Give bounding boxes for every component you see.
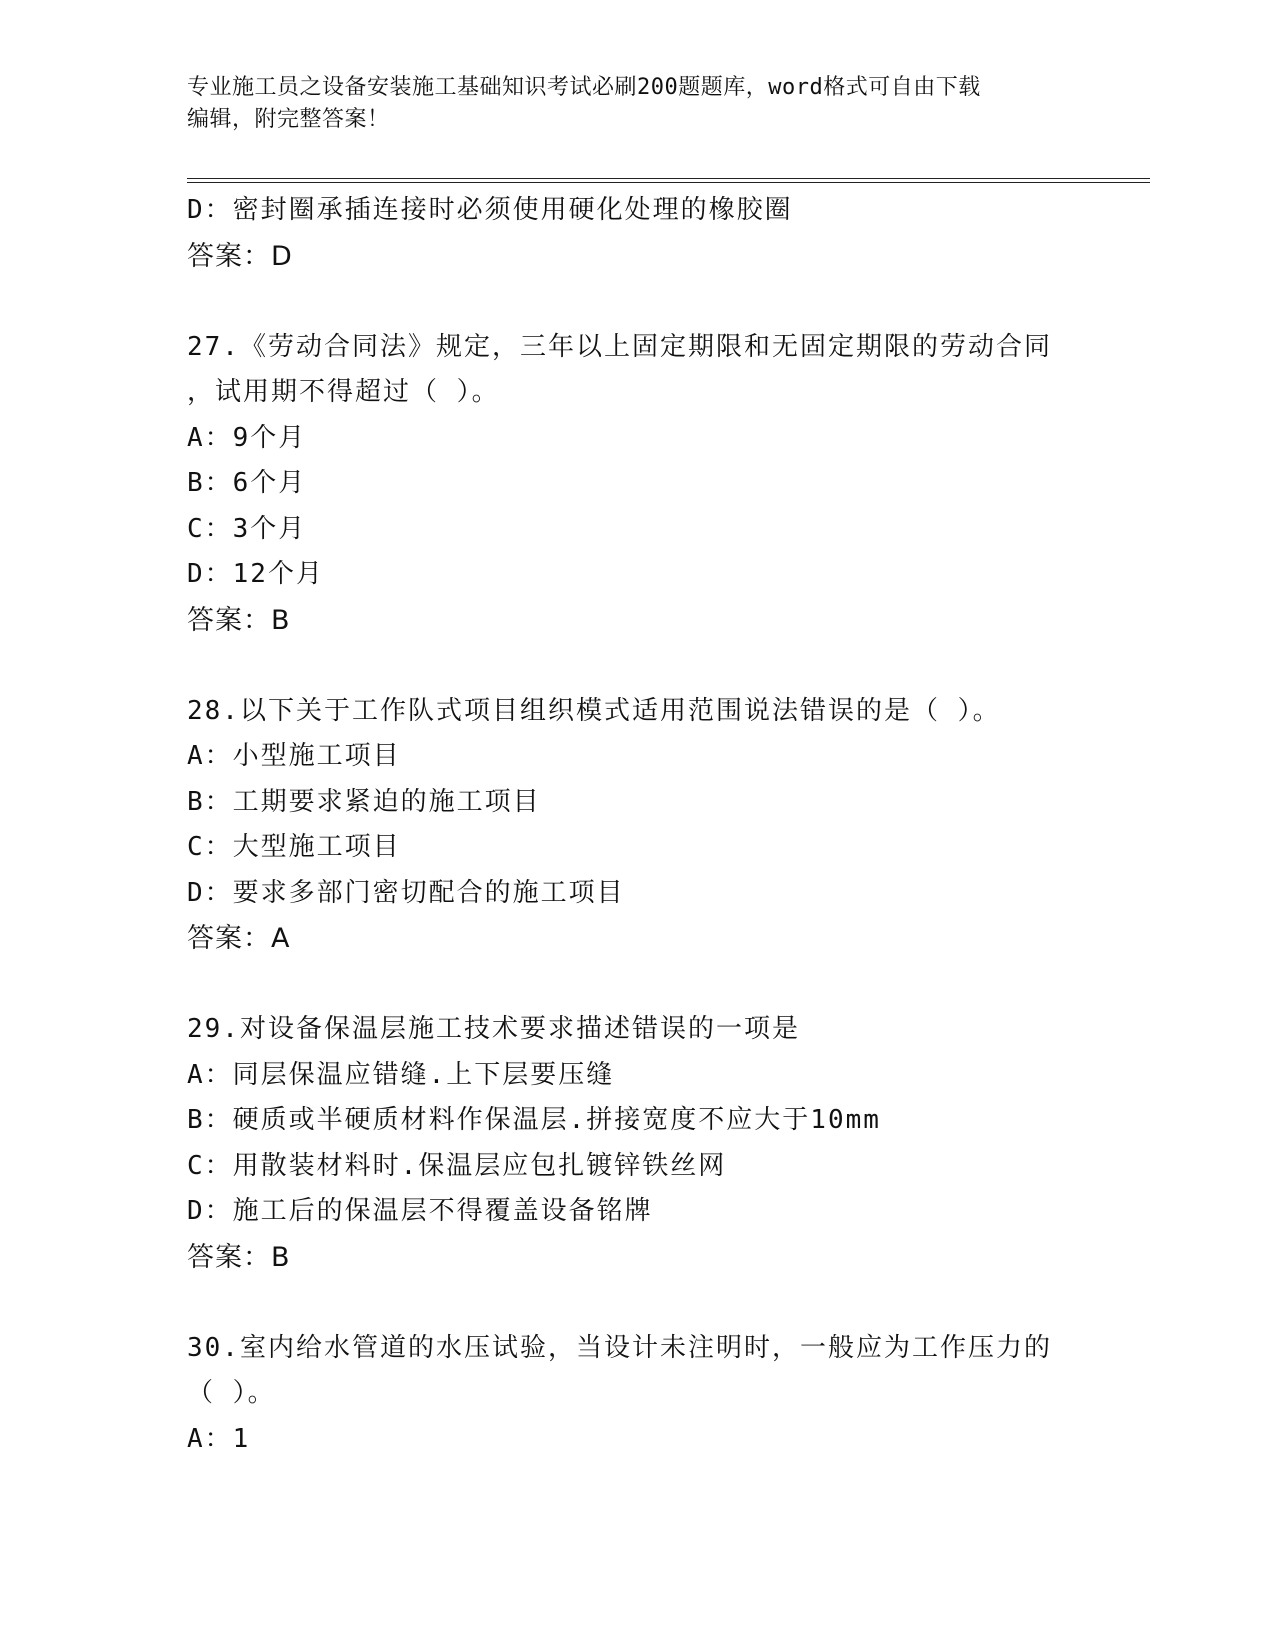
- question-stem-continued: （ ）。: [187, 1378, 276, 1408]
- question-stem: 29.对设备保温层施工技术要求描述错误的一项是: [187, 1014, 800, 1044]
- header-title-line-1: 专业施工员之设备安装施工基础知识考试必刷200题题库，word格式可自由下载: [187, 75, 981, 100]
- question-stem-continued: ，试用期不得超过（ ）。: [187, 377, 500, 407]
- answer: 答案：B: [187, 1241, 291, 1273]
- header-divider: [187, 178, 1150, 183]
- question-stem: 28.以下关于工作队式项目组织模式适用范围说法错误的是（ ）。: [187, 695, 1001, 726]
- option-d: D：施工后的保温层不得覆盖设备铭牌: [187, 1196, 653, 1226]
- page-header: [187, 72, 1067, 136]
- answer: 答案：A: [187, 923, 291, 954]
- question-content: [187, 188, 1147, 1462]
- header-title-line-2: 编辑，附完整答案！: [187, 107, 390, 132]
- answer: 答案：D: [187, 240, 293, 272]
- option-a: A：同层保温应错缝.上下层要压缝: [187, 1059, 615, 1090]
- option-b: B：6个月: [187, 468, 307, 498]
- answer: 答案：B: [187, 604, 291, 636]
- option-b: B：工期要求紧迫的施工项目: [187, 786, 541, 817]
- option-c: C：大型施工项目: [187, 832, 401, 862]
- option-a: A：小型施工项目: [187, 741, 401, 771]
- question-stem: 30.室内给水管道的水压试验，当设计未注明时，一般应为工作压力的: [187, 1332, 1052, 1363]
- question-28: [187, 689, 1147, 962]
- question-30: [187, 1326, 1147, 1463]
- option-d: D：要求多部门密切配合的施工项目: [187, 877, 625, 908]
- question-29: [187, 1007, 1147, 1280]
- question-stem: 27.《劳动合同法》规定，三年以上固定期限和无固定期限的劳动合同: [187, 331, 1052, 362]
- option-d: D：12个月: [187, 559, 324, 589]
- option-b: B：硬质或半硬质材料作保温层.拼接宽度不应大于10mm: [187, 1105, 881, 1135]
- option-c: C：3个月: [187, 513, 307, 544]
- option-c: C：用散装材料时.保温层应包扎镀锌铁丝网: [187, 1150, 727, 1181]
- option-a: A：9个月: [187, 422, 307, 453]
- option-d: D：密封圈承插连接时必须使用硬化处理的橡胶圈: [187, 195, 793, 225]
- question-27: [187, 325, 1147, 644]
- option-a: A：1: [187, 1423, 251, 1454]
